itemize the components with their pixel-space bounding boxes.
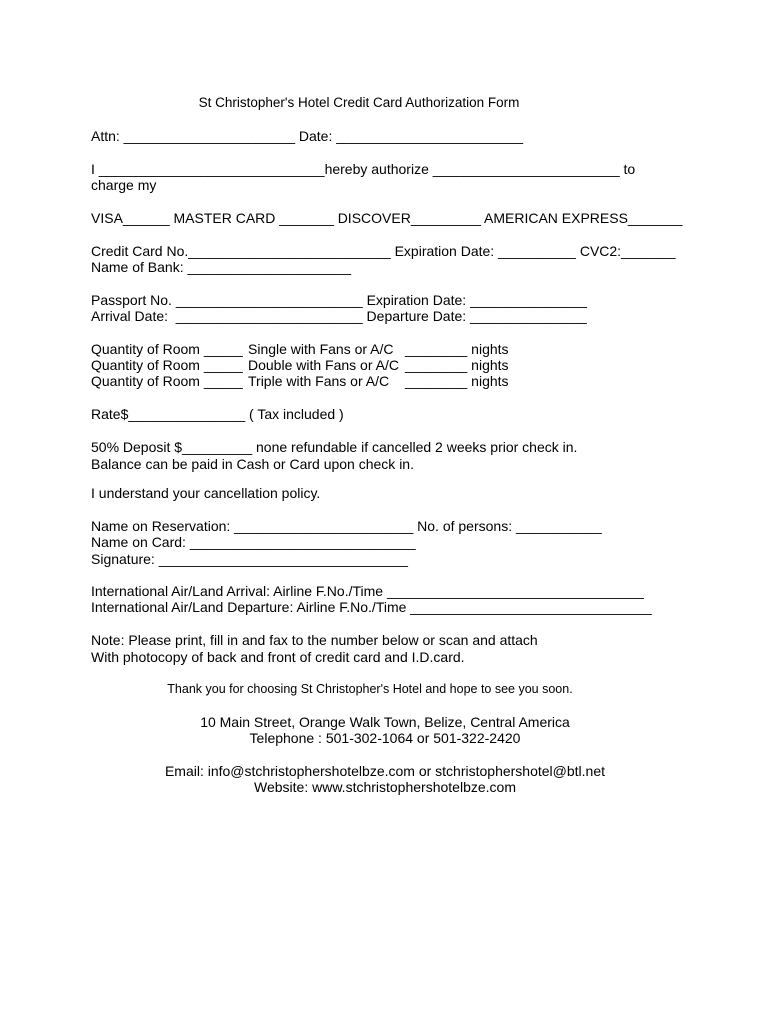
arrival-departure-line: Arrival Date: ________________________ Departure Date: _______________ bbox=[91, 308, 587, 324]
hotel-telephone: Telephone : 501-302-1064 or 501-322-2420 bbox=[249, 730, 521, 746]
charge-line: charge my bbox=[91, 177, 157, 193]
reservation-name-line: Name on Reservation: _______________________ No. of persons: ___________ bbox=[91, 518, 602, 534]
room-nights-label: ________ nights bbox=[405, 373, 509, 389]
air-arrival-line: International Air/Land Arrival: Airline F.No./Time _________________________________ bbox=[91, 583, 644, 599]
rate-line: Rate$_______________ ( Tax included ) bbox=[91, 406, 344, 422]
note-line-1: Note: Please print, fill in and fax to the number below or scan and attach bbox=[91, 632, 538, 648]
room-type-label: Single with Fans or A/C bbox=[248, 341, 394, 357]
card-number-line: Credit Card No.__________________________ Expiration Date: __________ CVC2:_______ bbox=[91, 243, 676, 259]
passport-line: Passport No. ________________________ Expiration Date: _______________ bbox=[91, 292, 587, 308]
hotel-website: Website: www.stchristophershotelbze.com bbox=[254, 779, 516, 795]
thanks-message: Thank you for choosing St Christopher's Hotel and hope to see you soon. bbox=[167, 682, 573, 696]
signature-line: Signature: ________________________________ bbox=[91, 551, 408, 567]
room-nights-label: ________ nights bbox=[405, 357, 509, 373]
balance-line: Balance can be paid in Cash or Card upon check in. bbox=[91, 456, 414, 472]
card-types-line: VISA______ MASTER CARD _______ DISCOVER_________ AMERICAN EXPRESS_______ bbox=[91, 210, 683, 226]
policy-line: I understand your cancellation policy. bbox=[91, 485, 321, 501]
room-quantity-label: Quantity of Room _____ bbox=[91, 357, 243, 373]
hotel-email: Email: info@stchristophershotelbze.com or stchristophershotel@btl.net bbox=[164, 763, 606, 779]
card-name-line: Name on Card: _____________________________ bbox=[91, 534, 416, 550]
authorize-line: I _____________________________hereby authorize ________________________ to bbox=[91, 161, 636, 177]
room-type-label: Double with Fans or A/C bbox=[248, 357, 399, 373]
hotel-address: 10 Main Street, Orange Walk Town, Belize, Central America bbox=[200, 714, 570, 730]
room-quantity-label: Quantity of Room _____ bbox=[91, 341, 243, 357]
room-quantity-label: Quantity of Room _____ bbox=[91, 373, 243, 389]
attn-date-line: Attn: ______________________ Date: ________________________ bbox=[91, 128, 524, 144]
air-departure-line: International Air/Land Departure: Airline F.No./Time _______________________________ bbox=[91, 599, 652, 615]
room-nights-label: ________ nights bbox=[405, 341, 509, 357]
bank-name-line: Name of Bank: _____________________ bbox=[91, 259, 351, 275]
note-line-2: With photocopy of back and front of credit card and I.D.card. bbox=[91, 649, 465, 665]
deposit-line: 50% Deposit $_________ none refundable if cancelled 2 weeks prior check in. bbox=[91, 439, 578, 455]
room-type-label: Triple with Fans or A/C bbox=[248, 373, 390, 389]
form-title: St Christopher's Hotel Credit Card Authorization Form bbox=[198, 95, 520, 110]
